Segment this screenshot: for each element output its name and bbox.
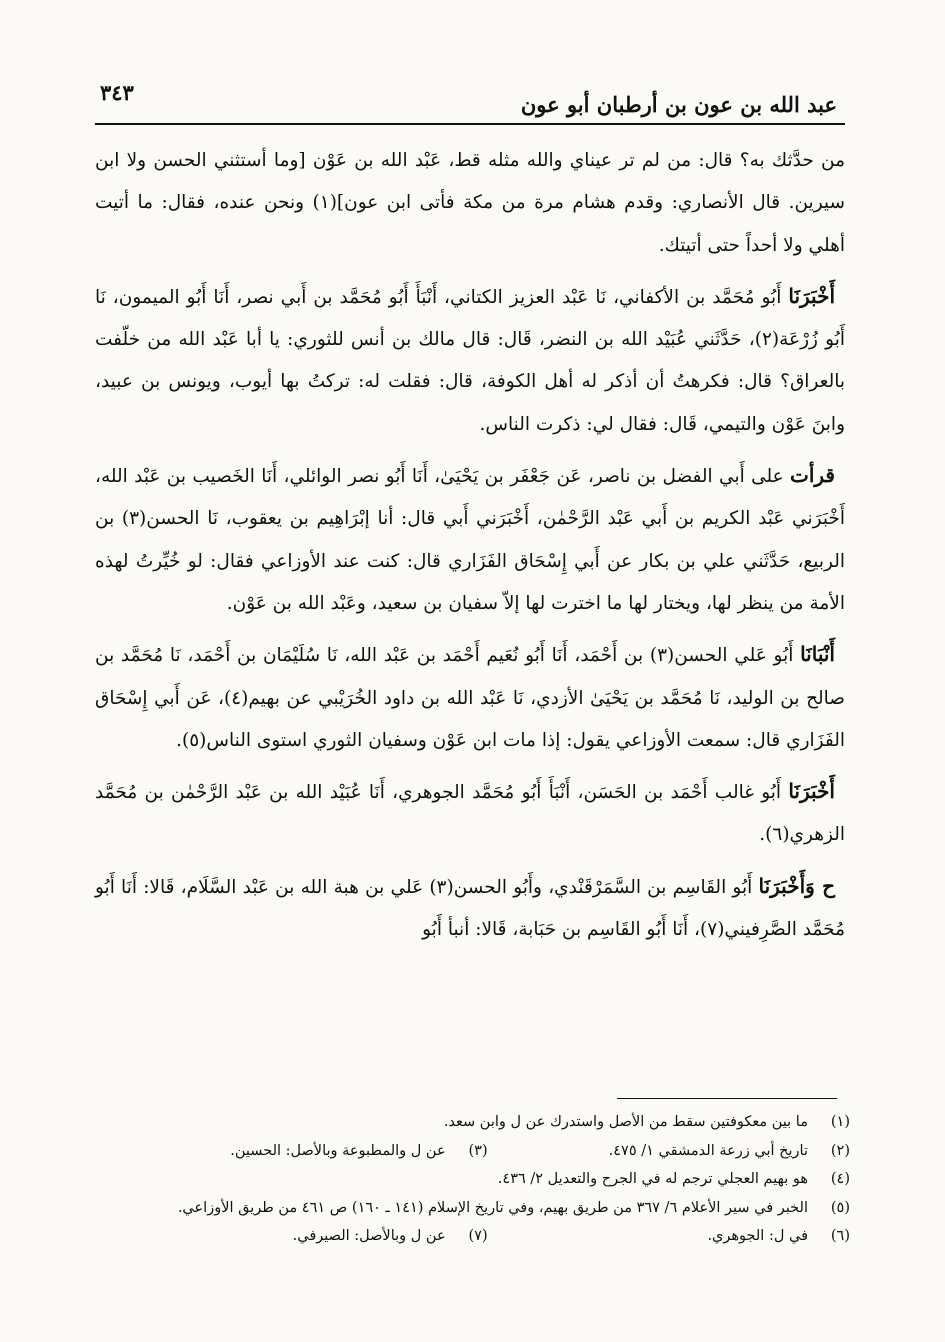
footnote-number: (٢)	[830, 1142, 850, 1159]
paragraph-text: أَبُو مُحَمَّد بن الأكفاني، نَا عَبْد العزيز الكتاني، أَنْبَأَ أَبُو مُحَمَّد بن أَبي نصر، أَنَا أَبُو الميمون، نَا أَبُو زُرْعَة(٢)، حَدَّثَني عُبَيْد الله بن النضر، قَال: قال مالك بن أنس للثوري: يا أبا عَبْد الله من خلّفت بالعراق؟ قال: فكرهتُ أن أذكر له أهل الكوفة، قال: فقلت له: تركتُ بها أيوب، ويونس بن عبيد، وابنَ عَوْن والتيمي، قَال: فقال لي: ذكرت الناس.	[95, 286, 845, 435]
isnad-lead-word: ح وَأَخْبَرَنَا	[758, 873, 835, 898]
footnote-row	[95, 1137, 850, 1166]
footnote-number: (٦)	[830, 1228, 850, 1244]
footnote-row	[95, 1194, 850, 1223]
paragraph	[95, 140, 845, 267]
footnote	[488, 1222, 850, 1251]
isnad-lead-word: أَخْبَرَنَا	[788, 283, 835, 308]
footnote-text: في ل: الجوهري.	[707, 1228, 808, 1244]
footnote-text: الخبر في سير الأعلام ٦/ ٣٦٧ من طريق بهيم، وفي تاريخ الإسلام (١٤١ ـ ١٦٠) ص ٤٦١ من طريق الأوزاعي.	[177, 1199, 808, 1216]
isnad-lead-word: أَنْبَانَا	[800, 642, 835, 667]
paragraph-text: من حدَّثك به؟ قال: من لم تر عيناي والله مثله قط، عَبْد الله بن عَوْن [وما أستثني الحسن ولا ابن سيرين. قال الأنصاري: وقدم هشام مرة من مكة فأتى ابن عون](١) ونحن عنده، فقال: ما أتيت أهلي ولا أحداً حتى أتيتك.	[95, 150, 845, 256]
paragraph	[95, 454, 845, 625]
footnote-row	[95, 1222, 850, 1251]
paragraph-text: على أَبي الفضل بن ناصر، عَن جَعْفَر بن يَحْيَىٰ، أَنَا أَبُو نصر الوائلي، أَنَا الخَصيب بن عَبْد الله، أَخْبَرَني عَبْد الكريم بن أَبي عَبْد الرَّحْمٰن، أَخْبَرَني أَبي قال: أنا إبْرَاهِيم بن يعقوب، نَا الحسن(٣) بن الربيع، حَدَّثَني علي بن بكار عن أَبي إِسْحَاق الفَزَاري قال: كنت عند الأوزاعي فقال: لو خُيِّرتُ لهذه الأمة من ينظر لها، ويختار لها ما اخترت لها إلاّ سفيان بن سعيد، وعَبْد الله بن عَوْن.	[95, 466, 845, 614]
footnote	[293, 1222, 488, 1251]
footnote-text: عن ل وبالأصل: الصيرفي.	[292, 1228, 446, 1244]
isnad-lead-word: قرأت	[790, 463, 835, 488]
footnote-separator	[617, 1098, 837, 1099]
paragraph	[95, 865, 845, 952]
main-text	[95, 140, 845, 959]
footnote-number: (٤)	[830, 1171, 850, 1187]
running-header-title: عبد الله بن عون بن أرطبان أبو عون	[520, 92, 837, 117]
footnote-row	[95, 1108, 850, 1137]
paragraph	[95, 275, 845, 446]
header-rule	[95, 123, 845, 125]
footnote	[488, 1137, 850, 1166]
footnote-number: (١)	[830, 1114, 850, 1130]
footnote-number: (٥)	[830, 1199, 850, 1216]
footnote-number: (٣)	[468, 1142, 488, 1159]
footnote-text: ما بين معكوفتين سقط من الأصل واستدرك عن ل وابن سعد.	[443, 1114, 808, 1130]
footnote-number: (٧)	[468, 1228, 488, 1244]
footnote	[230, 1137, 487, 1166]
isnad-lead-word: أَخْبَرَنَا	[788, 779, 835, 804]
footnotes	[95, 1108, 850, 1251]
footnote-row	[95, 1165, 850, 1194]
paragraph-text: أَبُو عَلي الحسن(٣) بن أَحْمَد، أَنَا أَبُو نُعَيم أَحْمَد بن عَبْد الله، نَا سُلَيْمَان بن أَحْمَد، نَا مُحَمَّد بن صالح بن الوليد، نَا مُحَمَّد بن يَحْيَىٰ الأزدي، نَا عَبْد الله بن داود الخُرَيْبي عن بهيم(٤)، عَن أَبي إِسْحَاق الفَزَاري قال: سمعت الأوزاعي يقول: إذا مات ابن عَوْن وسفيان الثوري استوى الناس(٥).	[95, 645, 846, 751]
paragraph	[95, 770, 845, 857]
paragraph-text: أَبُو غالب أَحْمَد بن الحَسَن، أَنْبَأَ أَبُو مُحَمَّد الجوهري، أَنَا عُبَيْد الله بن عَبْد الرَّحْمٰن بن مُحَمَّد الزهري(٦).	[95, 782, 845, 846]
footnote	[95, 1165, 850, 1194]
footnote	[95, 1108, 850, 1137]
footnote	[95, 1194, 850, 1223]
footnote-text: عن ل والمطبوعة وبالأصل: الحسين.	[230, 1142, 446, 1159]
paragraph-text: أَبُو القَاسِم بن السَّمَرْقَنْدي، وأَبُو الحسن(٣) عَلي بن هبة الله بن عَبْد السَّلَام، قَالا: أَنَا أَبُو مُحَمَّد الصَّرِفيني(٧)، أَنَا أَبُو القَاسِم بن حَبَابة، قَالا: أنبأ أَبُو	[95, 876, 845, 941]
page-number: ٣٤٣	[100, 80, 134, 105]
footnote-text: تاريخ أبي زرعة الدمشقي ١/ ٤٧٥.	[608, 1142, 808, 1159]
footnote-text: هو بهيم العجلي ترجم له في الجرح والتعديل ٢/ ٤٣٦.	[497, 1171, 808, 1187]
paragraph	[95, 633, 845, 762]
